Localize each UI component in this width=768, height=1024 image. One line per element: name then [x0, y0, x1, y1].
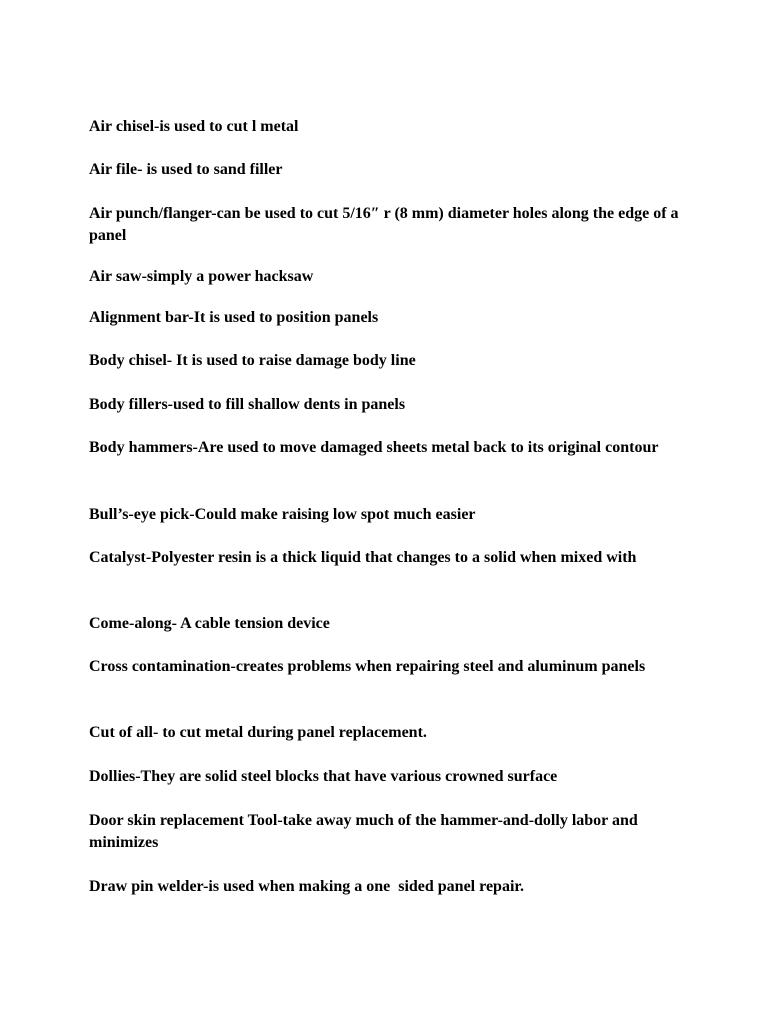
entry-alignment-bar: Alignment bar-It is used to position panels	[89, 309, 379, 326]
entry-cross-contamination: Cross contamination-creates problems when repairing steel and aluminum panels	[89, 658, 646, 675]
entry-body-chisel: Body chisel- It is used to raise damage body line	[89, 352, 416, 369]
entry-air-saw: Air saw-simply a power hacksaw	[89, 268, 314, 285]
entry-air-punch-flanger: Air punch/flanger-can be used to cut 5/16″ r (8 mm) diameter holes along the edge of a panel	[89, 205, 683, 244]
entry-dollies: Dollies-They are solid steel blocks that have various crowned surface	[89, 768, 558, 785]
entry-bulls-eye-pick: Bull’s-eye pick-Could make raising low spot much easier	[89, 506, 476, 523]
entry-body-fillers: Body fillers-used to fill shallow dents in panels	[89, 396, 406, 413]
entry-air-chisel: Air chisel-is used to cut l metal	[89, 118, 299, 135]
entry-cut-of-all: Cut of all- to cut metal during panel replacement.	[89, 724, 427, 741]
entry-air-file: Air file- is used to sand filler	[89, 161, 283, 178]
entry-catalyst: Catalyst-Polyester resin is a thick liquid that changes to a solid when mixed with	[89, 549, 637, 566]
entry-door-skin-replacement-tool: Door skin replacement Tool-take away much of the hammer-and-dolly labor and minimizes	[89, 812, 642, 851]
entry-body-hammers: Body hammers-Are used to move damaged sheets metal back to its original contour	[89, 439, 659, 456]
entry-come-along: Come-along- A cable tension device	[89, 615, 330, 632]
entry-draw-pin-welder: Draw pin welder-is used when making a one sided panel repair.	[89, 878, 525, 895]
